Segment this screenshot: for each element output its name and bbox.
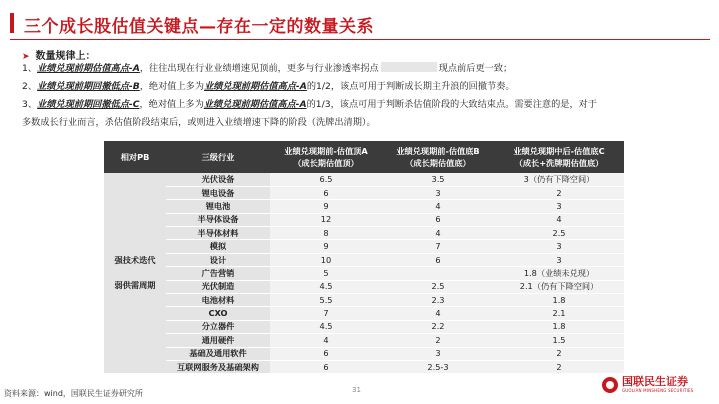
paragraph-3 <box>22 98 597 111</box>
table-row <box>104 334 624 347</box>
value-cell: 2 <box>494 347 624 360</box>
header-trough-c: 业绩兑现期中后-估值底C （成长+洗牌期估值底） <box>494 141 624 173</box>
industry-cell: 模拟 <box>166 240 270 253</box>
p2-highlight: 业绩兑现前期回撤低点-B <box>37 81 140 92</box>
value-cell: 4 <box>382 227 494 240</box>
value-cell <box>382 267 494 280</box>
value-cell: 3 <box>494 240 624 253</box>
industry-cell: 基础及通用软件 <box>166 347 270 360</box>
p3-highlight: 业绩兑现前期回撤低点-C <box>37 99 140 110</box>
bullet-heading <box>22 47 96 62</box>
value-cell: 2 <box>494 360 624 373</box>
value-cell: 1.8 <box>494 320 624 333</box>
value-cell: 3（仍有下降空间） <box>494 173 624 186</box>
paragraph-2 <box>22 80 515 93</box>
logo-en: GUOLIAN MINSHENG SECURITIES <box>622 388 694 393</box>
value-cell: 4.5 <box>270 280 382 293</box>
page-title: 三个成长股估值关键点—存在一定的数量关系 <box>24 17 374 37</box>
table-row <box>104 227 624 240</box>
industry-cell: 半导体设备 <box>166 213 270 226</box>
bullet-text: 数量规律上： <box>35 51 96 62</box>
logo-cn: 国联民生证券 <box>622 375 688 388</box>
value-cell: 3 <box>382 186 494 199</box>
industry-cell: 分立器件 <box>166 320 270 333</box>
table-row <box>104 280 624 293</box>
p1-prefix: 1、 <box>22 63 38 74</box>
value-cell: 5.5 <box>270 294 382 307</box>
value-cell: 2.1（仍有下降空间） <box>494 280 624 293</box>
industry-cell: 通用硬件 <box>166 334 270 347</box>
p2-prefix: 2、 <box>22 81 38 92</box>
industry-cell: 锂电池 <box>166 200 270 213</box>
value-cell: 5 <box>270 267 382 280</box>
table-row <box>104 347 624 360</box>
page-number: 31 <box>352 386 361 394</box>
value-cell: 6 <box>270 347 382 360</box>
pb-valuation-table <box>104 141 624 374</box>
table-row <box>104 200 624 213</box>
p3-highlight-2: 业绩兑现前期估值高点-A <box>203 99 307 110</box>
table-row <box>104 186 624 199</box>
brand-logo <box>602 376 693 393</box>
value-cell: 6 <box>270 360 382 373</box>
value-cell: 9 <box>270 240 382 253</box>
header-relative-pb: 相对PB <box>104 141 166 173</box>
value-cell: 4 <box>382 200 494 213</box>
value-cell: 4 <box>270 334 382 347</box>
table-header-row <box>104 141 624 173</box>
title-underline <box>10 39 710 40</box>
table-row <box>104 213 624 226</box>
p1-text-b: 现点前后更一致； <box>438 63 513 74</box>
header-industry: 三级行业 <box>166 141 270 173</box>
p2-text-a: ，绝对值上多为 <box>139 81 205 92</box>
value-cell: 4.5 <box>270 320 382 333</box>
industry-cell: 光伏设备 <box>166 173 270 186</box>
value-cell: 7 <box>270 307 382 320</box>
value-cell: 6 <box>270 186 382 199</box>
value-cell: 10 <box>270 253 382 266</box>
table-row <box>104 294 624 307</box>
paragraph-1 <box>22 62 512 75</box>
value-cell: 6.5 <box>270 173 382 186</box>
p2-text-b: 的1/2，该点可用于判断成长期主升浪的回撤节奏。 <box>306 81 515 92</box>
value-cell: 2.5 <box>494 227 624 240</box>
value-cell: 12 <box>270 213 382 226</box>
category-cell <box>104 173 166 374</box>
p1-highlight: 业绩兑现前期估值高点-A <box>37 63 140 74</box>
logo-text <box>622 376 693 393</box>
value-cell: 3 <box>494 253 624 266</box>
value-cell: 3.5 <box>382 173 494 186</box>
p2-highlight-2: 业绩兑现前期估值高点-A <box>204 81 307 92</box>
value-cell: 6 <box>382 213 494 226</box>
value-cell: 1.8（业绩未兑现） <box>494 267 624 280</box>
category-label: 弱供需周期 <box>114 280 156 291</box>
industry-cell: 广告营销 <box>166 267 270 280</box>
value-cell: 2.2 <box>382 320 494 333</box>
logo-mark-icon <box>602 377 618 393</box>
table-row <box>104 240 624 253</box>
table-row <box>104 253 624 266</box>
title-accent-bar <box>10 13 14 33</box>
header-peak-a: 业绩兑现期前-估值顶A （成长期估值顶） <box>270 141 382 173</box>
p3-text-a: ，绝对值上多为 <box>139 99 204 110</box>
value-cell: 8 <box>270 227 382 240</box>
header-trough-b: 业绩兑现期前-估值底B （成长期估值底） <box>382 141 494 173</box>
p3-prefix: 3、 <box>22 99 38 110</box>
p3-text-b: 的1/3，该点可用于判断杀估值阶段的大致结束点。需要注意的是，对于 <box>306 99 598 110</box>
value-cell: 1.5 <box>494 334 624 347</box>
value-cell: 3 <box>494 200 624 213</box>
industry-cell: 锂电设备 <box>166 186 270 199</box>
category-label: 强技术迭代 <box>114 255 156 266</box>
title-bar <box>10 8 710 42</box>
value-cell: 6 <box>382 253 494 266</box>
table-row <box>104 267 624 280</box>
industry-cell: 光伏制造 <box>166 280 270 293</box>
value-cell: 2.1 <box>494 307 624 320</box>
table-row <box>104 173 624 186</box>
value-cell: 2.5 <box>382 280 494 293</box>
value-cell: 2 <box>494 186 624 199</box>
value-cell: 2.5-3 <box>382 360 494 373</box>
redacted-block <box>381 62 437 72</box>
table-row <box>104 307 624 320</box>
value-cell: 2 <box>382 334 494 347</box>
industry-cell: CXO <box>166 307 270 320</box>
value-cell: 1.8 <box>494 294 624 307</box>
source-note: 资料来源：wind，国联民生证券研究所 <box>4 389 143 398</box>
industry-cell: 设计 <box>166 253 270 266</box>
table-row <box>104 320 624 333</box>
value-cell: 2.3 <box>382 294 494 307</box>
value-cell: 7 <box>382 240 494 253</box>
arrow-icon: ➤ <box>22 52 30 62</box>
p1-text-a: ，往往出现在行业业绩增速见顶前，更多与行业渗透率拐点 <box>139 63 379 74</box>
paragraph-3-line-2: 多数成长行业而言，杀估值阶段结束后，或则进入业绩增速下降的阶段（洗牌出清期）。 <box>22 117 376 128</box>
value-cell: 4 <box>494 213 624 226</box>
industry-cell: 互联网服务及基础架构 <box>166 360 270 373</box>
value-cell: 9 <box>270 200 382 213</box>
value-cell: 3 <box>382 347 494 360</box>
value-cell: 4 <box>382 307 494 320</box>
table-row <box>104 360 624 373</box>
industry-cell: 电池材料 <box>166 294 270 307</box>
industry-cell: 半导体材料 <box>166 227 270 240</box>
